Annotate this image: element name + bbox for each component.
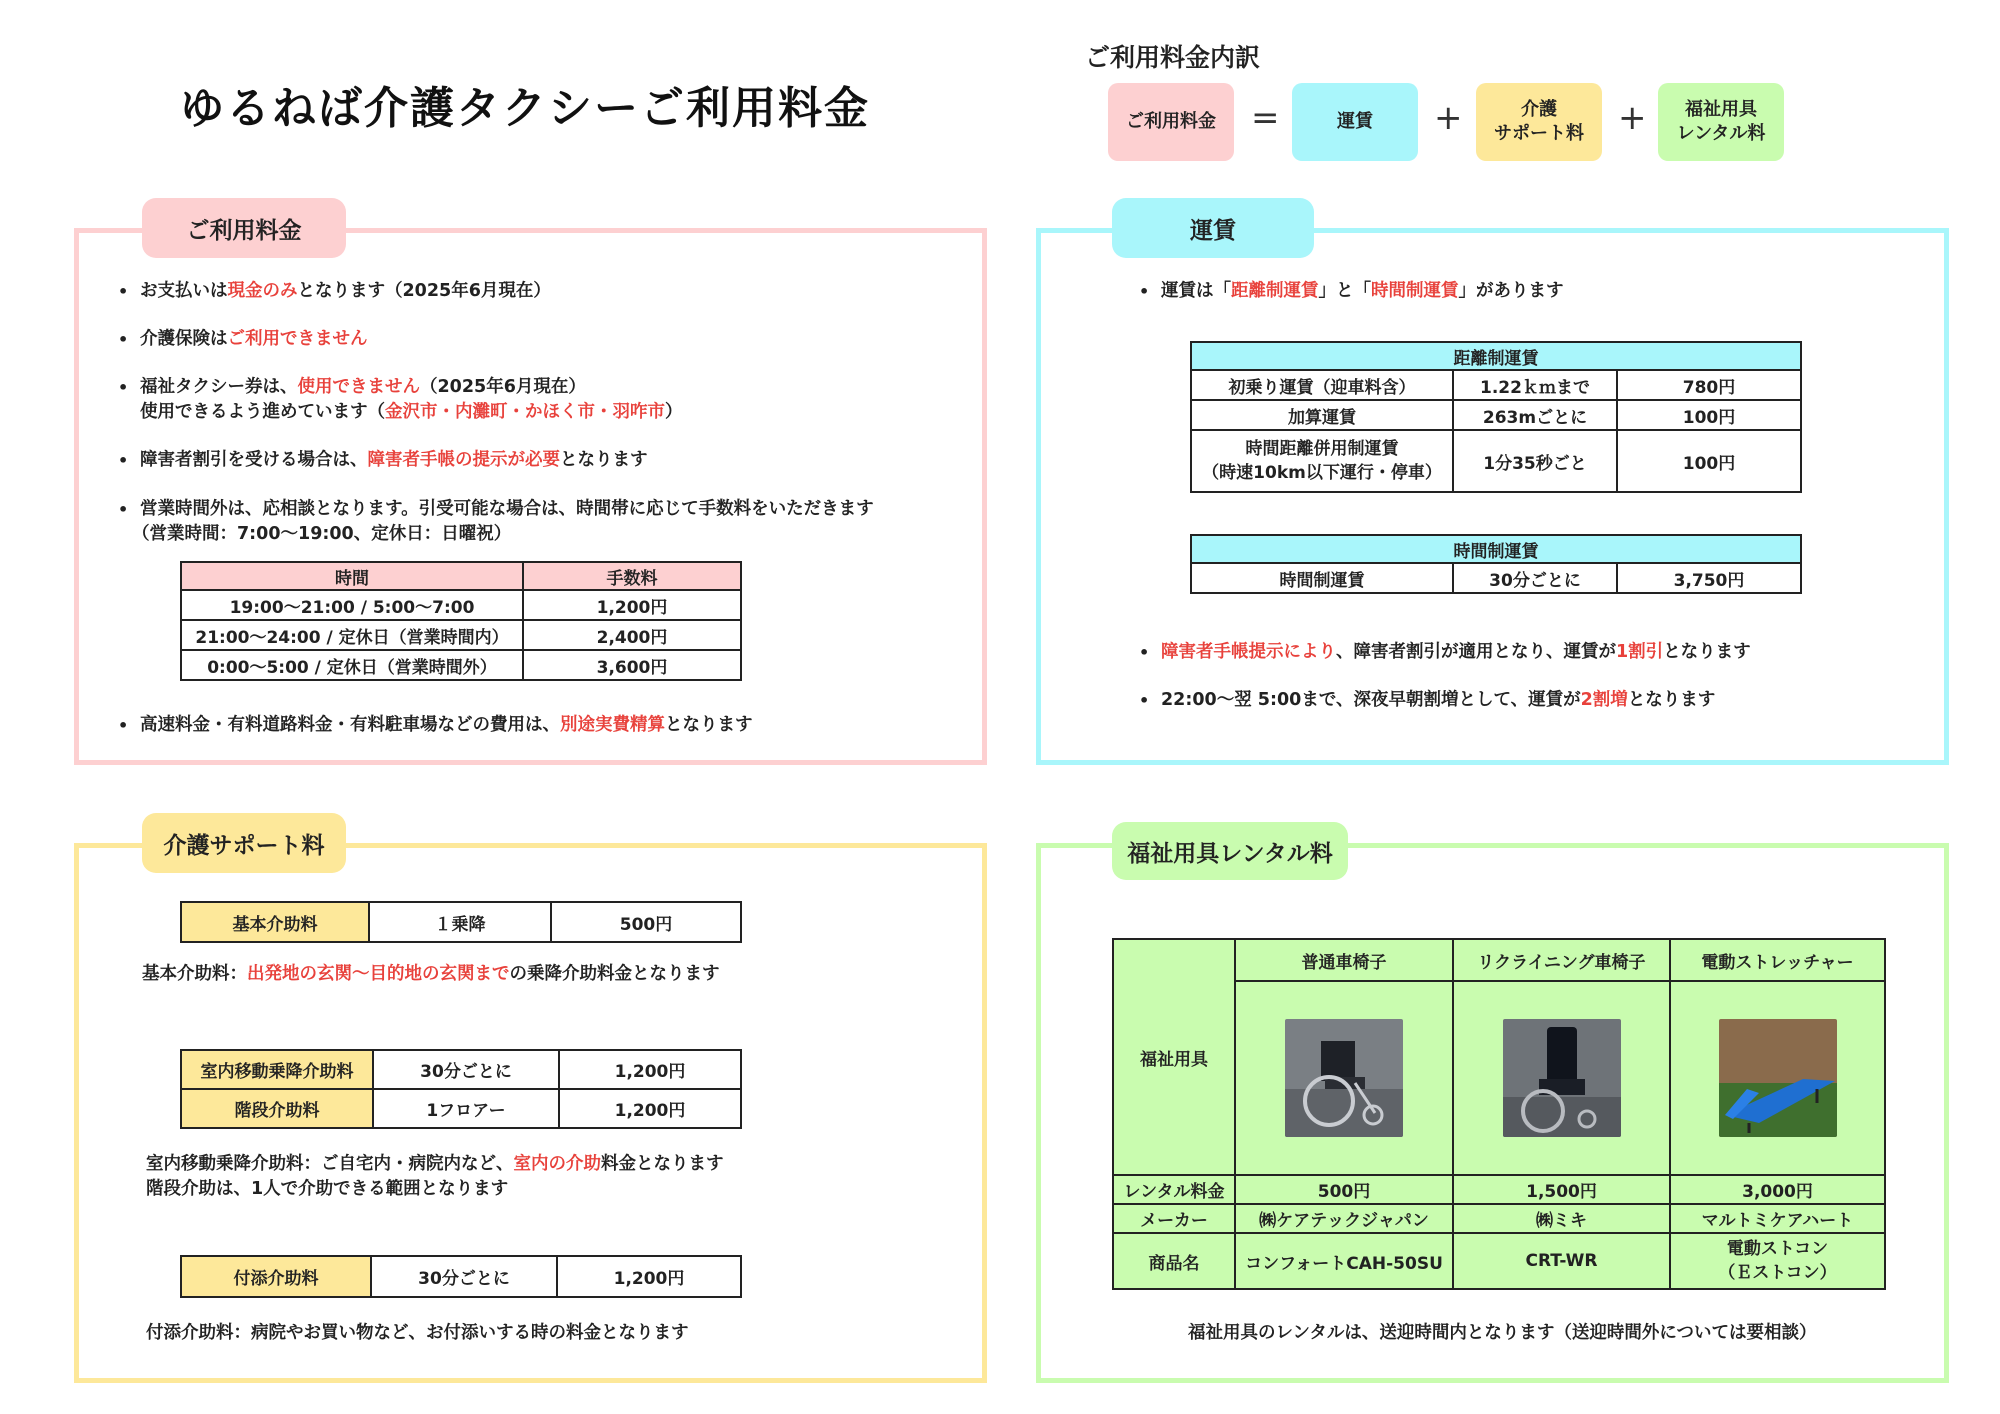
table-row bbox=[1113, 1204, 1885, 1233]
table-row bbox=[181, 1256, 741, 1297]
table-cell: 1,500円 bbox=[1453, 1175, 1670, 1204]
table-row bbox=[181, 1089, 741, 1128]
table-cell: 1,200円 bbox=[557, 1256, 741, 1297]
fare-panel bbox=[1036, 228, 1949, 765]
text: 22:00〜翌 5:00まで、深夜早朝割増として、運賃が bbox=[1161, 690, 1581, 710]
table-cell: リクライニング車椅子 bbox=[1453, 939, 1670, 981]
text: 高速料金・有料道路料金・有料駐車場などの費用は、 bbox=[140, 715, 560, 735]
rental-note: 福祉用具のレンタルは、送迎時間内となります（送迎時間外については要相談） bbox=[1188, 1323, 1817, 1343]
table-cell: 1.22ｋｍまで bbox=[1453, 370, 1617, 400]
table-cell: 30分ごとに bbox=[1453, 563, 1617, 593]
table-cell bbox=[1235, 981, 1453, 1175]
breakdown-fare-text: 運賃 bbox=[1337, 110, 1373, 132]
table-cell: 0:00〜5:00 / 定休日（営業時間外） bbox=[181, 650, 523, 680]
table-cell: CRT-WR bbox=[1453, 1233, 1670, 1289]
table-header: 時間 bbox=[181, 562, 523, 590]
breakdown-rental-box bbox=[1658, 83, 1784, 161]
rental-equipment-table bbox=[1112, 938, 1886, 1290]
breakdown-support-line2: サポート料 bbox=[1494, 123, 1584, 144]
table-cell: 30分ごとに bbox=[371, 1256, 557, 1297]
highlight: 障害者手帳提示により bbox=[1161, 642, 1336, 662]
fare-tag: 運賃 bbox=[1112, 198, 1314, 258]
highlight: 出発地の玄関〜目的地の玄関まで bbox=[247, 964, 510, 984]
table-title: 時間制運賃 bbox=[1191, 535, 1801, 563]
text: 、障害者割引が適用となり、運賃が bbox=[1336, 642, 1616, 662]
table-row bbox=[1191, 400, 1801, 430]
table-cell: 1分35秒ごと bbox=[1453, 430, 1617, 492]
text: 電動ストコン bbox=[1726, 1239, 1829, 1259]
basic-assist-table bbox=[180, 901, 742, 943]
table-cell: 電動ストレッチャー bbox=[1670, 939, 1885, 981]
text: となります bbox=[560, 450, 648, 470]
table-cell: 1フロアー bbox=[373, 1089, 559, 1128]
breakdown-support-line1: 介護 bbox=[1521, 98, 1557, 120]
highlight: 2割増 bbox=[1580, 690, 1628, 710]
usage-bullet-insurance bbox=[140, 327, 368, 352]
table-cell: 商品名 bbox=[1113, 1233, 1235, 1289]
text: 」と「 bbox=[1318, 281, 1371, 301]
table-cell: 100円 bbox=[1617, 430, 1801, 492]
table-cell: 1,200円 bbox=[559, 1089, 741, 1128]
usage-tag: ご利用料金 bbox=[142, 198, 346, 258]
table-row bbox=[1191, 563, 1801, 593]
table-row bbox=[181, 620, 741, 650]
indoor-assist-table bbox=[180, 1049, 742, 1129]
table-row bbox=[1113, 1233, 1885, 1289]
plus-sign: + bbox=[1434, 98, 1463, 138]
basic-assist-note bbox=[142, 962, 720, 987]
rental-tag: 福祉用具レンタル料 bbox=[1112, 822, 1348, 880]
table-row bbox=[1191, 370, 1801, 400]
text: ） bbox=[665, 402, 683, 422]
text: 」があります bbox=[1458, 281, 1564, 301]
text: 基本介助料： bbox=[142, 964, 247, 984]
text: 福祉タクシー券は、 bbox=[140, 377, 298, 397]
table-cell: 19:00〜21:00 / 5:00〜7:00 bbox=[181, 590, 523, 620]
escort-assist-table bbox=[180, 1255, 742, 1298]
highlight: 時間制運賃 bbox=[1371, 281, 1459, 301]
table-row bbox=[181, 650, 741, 680]
table-cell: 1,200円 bbox=[559, 1050, 741, 1089]
table-cell: レンタル料金 bbox=[1113, 1175, 1235, 1204]
highlight: 別途実費精算 bbox=[560, 715, 665, 735]
table-cell bbox=[1191, 430, 1453, 492]
table-cell: 普通車椅子 bbox=[1235, 939, 1453, 981]
text: となります bbox=[665, 715, 753, 735]
highlight: 現金のみ bbox=[227, 281, 298, 301]
table-row bbox=[1113, 1175, 1885, 1204]
table-cell: コンフォートCAH-50SU bbox=[1235, 1233, 1453, 1289]
breakdown-rental-line2: レンタル料 bbox=[1676, 123, 1766, 144]
text: （2025年6月現在） bbox=[420, 377, 586, 397]
table-row bbox=[1191, 430, 1801, 492]
fare-bullet-types bbox=[1161, 279, 1564, 304]
highlight: 1割引 bbox=[1616, 642, 1664, 662]
fare-bullet-disability-discount bbox=[1161, 640, 1751, 665]
text: の乗降介助料金となります bbox=[509, 964, 720, 984]
indoor-assist-note bbox=[146, 1152, 724, 1202]
text: （時速10km以下運行・停車） bbox=[1202, 463, 1442, 483]
text: となります bbox=[1627, 690, 1716, 710]
highlight: 使用できません bbox=[297, 377, 420, 397]
table-cell: １乗降 bbox=[369, 902, 551, 942]
breakdown-total-text: ご利用料金 bbox=[1126, 110, 1216, 132]
breakdown-total-box bbox=[1108, 83, 1234, 161]
table-cell: 30分ごとに bbox=[373, 1050, 559, 1089]
table-cell: 100円 bbox=[1617, 400, 1801, 430]
usage-bullet-taxi-ticket bbox=[140, 375, 683, 425]
text: 料金となります bbox=[601, 1154, 724, 1174]
time-fare-table bbox=[1190, 534, 1802, 594]
text: 障害者割引を受ける場合は、 bbox=[140, 450, 368, 470]
highlight: 金沢市・内灘町・かほく市・羽咋市 bbox=[385, 402, 665, 422]
table-title: 距離制運賃 bbox=[1191, 342, 1801, 370]
text: 階段介助は、1人で介助できる範囲となります bbox=[146, 1179, 509, 1199]
highlight: 障害者手帳の提示が必要 bbox=[367, 450, 560, 470]
table-cell: 加算運賃 bbox=[1191, 400, 1453, 430]
table-cell bbox=[1453, 981, 1670, 1175]
text: お支払いは bbox=[140, 281, 228, 301]
table-cell: 3,000円 bbox=[1670, 1175, 1885, 1204]
table-cell: 3,750円 bbox=[1617, 563, 1801, 593]
table-cell: 付添介助料 bbox=[181, 1256, 371, 1297]
fare-bullet-night-surcharge bbox=[1161, 688, 1715, 713]
reclining-wheelchair-image bbox=[1503, 1019, 1621, 1137]
highlight: 室内の介助 bbox=[513, 1154, 601, 1174]
text: 運賃は「 bbox=[1161, 281, 1231, 301]
highlight: ご利用できません bbox=[227, 329, 368, 349]
text: となります（2025年6月現在） bbox=[297, 281, 551, 301]
highlight: 距離制運賃 bbox=[1231, 281, 1319, 301]
table-cell: 室内移動乗降介助料 bbox=[181, 1050, 373, 1089]
table-cell: 福祉用具 bbox=[1113, 939, 1235, 1175]
text: （営業時間：7:00〜19:00、定休日：日曜祝） bbox=[132, 524, 512, 544]
text: 介護保険は bbox=[140, 329, 228, 349]
table-cell: ㈱ケアテックジャパン bbox=[1235, 1204, 1453, 1233]
table-cell: 時間制運賃 bbox=[1191, 563, 1453, 593]
table-header: 手数料 bbox=[523, 562, 741, 590]
breakdown-support-box bbox=[1476, 83, 1602, 161]
table-row bbox=[181, 902, 741, 942]
electric-stretcher-image bbox=[1719, 1019, 1837, 1137]
text: （Ｅストコン） bbox=[1718, 1263, 1837, 1283]
table-cell: 2,400円 bbox=[523, 620, 741, 650]
table-cell: 初乗り運賃（迎車料含） bbox=[1191, 370, 1453, 400]
table-cell bbox=[1670, 981, 1885, 1175]
table-row bbox=[1113, 939, 1885, 981]
text: 室内移動乗降介助料：ご自宅内・病院内など、 bbox=[146, 1154, 514, 1174]
table-row bbox=[181, 590, 741, 620]
table-cell: 21:00〜24:00 / 定休日（営業時間内） bbox=[181, 620, 523, 650]
table-cell: 基本介助料 bbox=[181, 902, 369, 942]
usage-bullet-extra-costs bbox=[140, 713, 753, 738]
table-cell: 3,600円 bbox=[523, 650, 741, 680]
text: 営業時間外は、応相談となります。引受可能な場合は、時間帯に応じて手数料をいただきます bbox=[140, 499, 874, 519]
after-hours-fee-table bbox=[180, 561, 742, 681]
text: 使用できるよう進めています（ bbox=[140, 402, 385, 422]
text: 時間距離併用制運賃 bbox=[1245, 439, 1399, 459]
table-cell: 階段介助料 bbox=[181, 1089, 373, 1128]
table-cell: 263mごとに bbox=[1453, 400, 1617, 430]
usage-bullet-payment bbox=[140, 279, 551, 304]
table-cell: メーカー bbox=[1113, 1204, 1235, 1233]
distance-fare-table bbox=[1190, 341, 1802, 493]
escort-assist-note: 付添介助料：病院やお買い物など、お付添いする時の料金となります bbox=[146, 1323, 689, 1343]
page-title: ゆるねば介護タクシーご利用料金 bbox=[180, 83, 870, 134]
usage-bullet-after-hours bbox=[132, 497, 874, 547]
support-tag: 介護サポート料 bbox=[142, 813, 346, 873]
equals-sign: = bbox=[1251, 98, 1280, 138]
table-cell: 500円 bbox=[1235, 1175, 1453, 1204]
table-row bbox=[181, 1050, 741, 1089]
table-cell: 780円 bbox=[1617, 370, 1801, 400]
table-cell: 500円 bbox=[551, 902, 741, 942]
text: となります bbox=[1663, 642, 1751, 662]
table-cell: 1,200円 bbox=[523, 590, 741, 620]
wheelchair-image bbox=[1285, 1019, 1403, 1137]
table-cell bbox=[1670, 1233, 1885, 1289]
breakdown-fare-box bbox=[1292, 83, 1418, 161]
plus-sign: + bbox=[1618, 98, 1647, 138]
usage-bullet-discount bbox=[140, 448, 648, 473]
table-cell: ㈱ミキ bbox=[1453, 1204, 1670, 1233]
breakdown-rental-line1: 福祉用具 bbox=[1685, 98, 1757, 120]
breakdown-label: ご利用料金内訳 bbox=[1085, 43, 1261, 72]
table-cell: マルトミケアハート bbox=[1670, 1204, 1885, 1233]
